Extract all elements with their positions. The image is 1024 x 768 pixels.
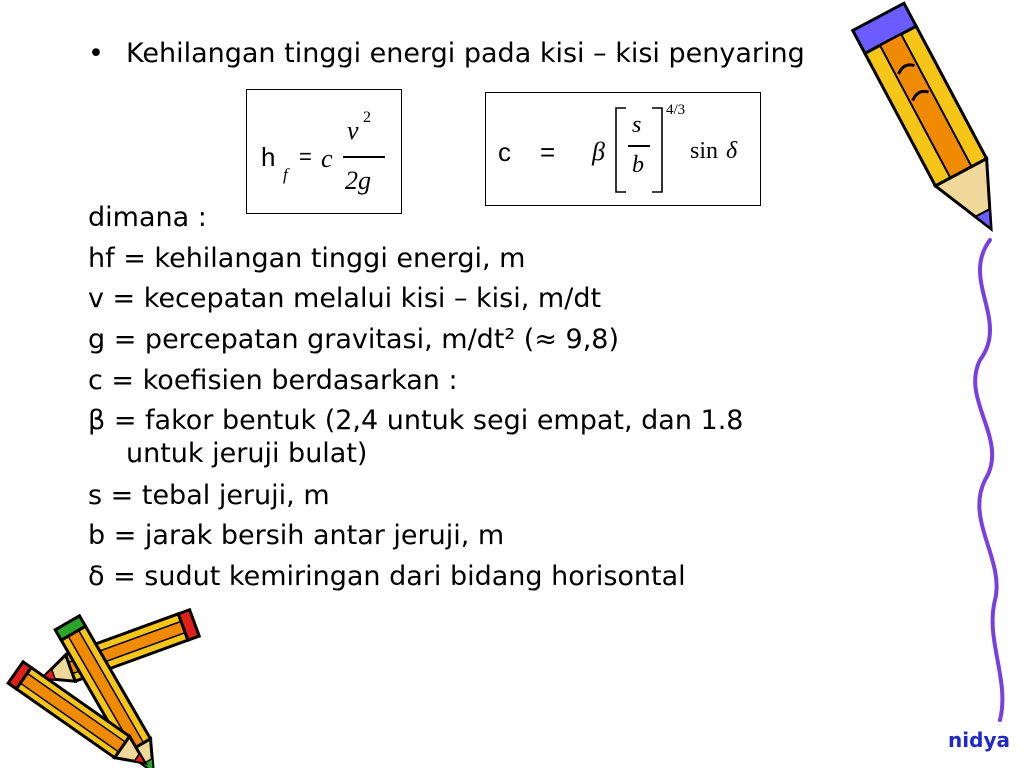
definition-b: b = jarak bersih antar jeruji, m (88, 520, 505, 551)
formula-denominator: 2g (345, 166, 371, 195)
formula2-s: s (632, 112, 642, 138)
definition-beta: β = fakor bentuk (2,4 untuk segi empat, dan 1.8 (88, 405, 744, 436)
crossed-pencils-icon (0, 610, 210, 760)
scribble-line-icon (940, 240, 1024, 720)
definition-g: g = percepatan gravitasi, m/dt² (≈ 9,8) (88, 324, 620, 355)
definition-beta-continued: untuk jeruji bulat) (126, 438, 368, 469)
formula-head-loss (246, 89, 402, 214)
formula-coefficient (485, 92, 761, 206)
formula-c: c (321, 144, 333, 173)
definition-delta: δ = sudut kemiringan dari bidang horisontal (88, 561, 686, 592)
formula2-b: b (632, 152, 644, 178)
definition-hf: hf = kehilangan tinggi energi, m (88, 243, 526, 274)
formula2-equals: = (540, 137, 556, 167)
pencil-icon (850, 0, 1024, 250)
formula-numerator-v: v (347, 116, 359, 145)
formula-h: h (261, 142, 276, 172)
bullet-marker: • (88, 38, 104, 69)
fraction-bar-2 (628, 145, 650, 147)
formula-subscript-f: f (283, 165, 288, 184)
formula2-delta: δ (726, 138, 738, 164)
formula-equals: = (299, 144, 312, 169)
definition-s: s = tebal jeruji, m (88, 480, 330, 511)
definition-c: c = koefisien berdasarkan : (88, 365, 458, 396)
definition-v: v = kecepatan melalui kisi – kisi, m/dt (88, 283, 602, 314)
fraction-bar (343, 156, 385, 158)
formula2-exponent: 4/3 (666, 102, 686, 118)
footer-author: nidya (948, 728, 1010, 752)
formula2-beta: β (592, 137, 605, 166)
formula2-sin: sin (690, 138, 719, 164)
definition-intro: dimana : (88, 202, 207, 233)
left-bracket-icon (614, 107, 628, 193)
formula2-c: c (498, 137, 511, 167)
bullet-text: Kehilangan tinggi energi pada kisi – kisi penyaring (126, 38, 805, 69)
right-bracket-icon (650, 107, 664, 193)
formula-exponent-2: 2 (363, 109, 371, 126)
bullet-heading (88, 36, 805, 72)
